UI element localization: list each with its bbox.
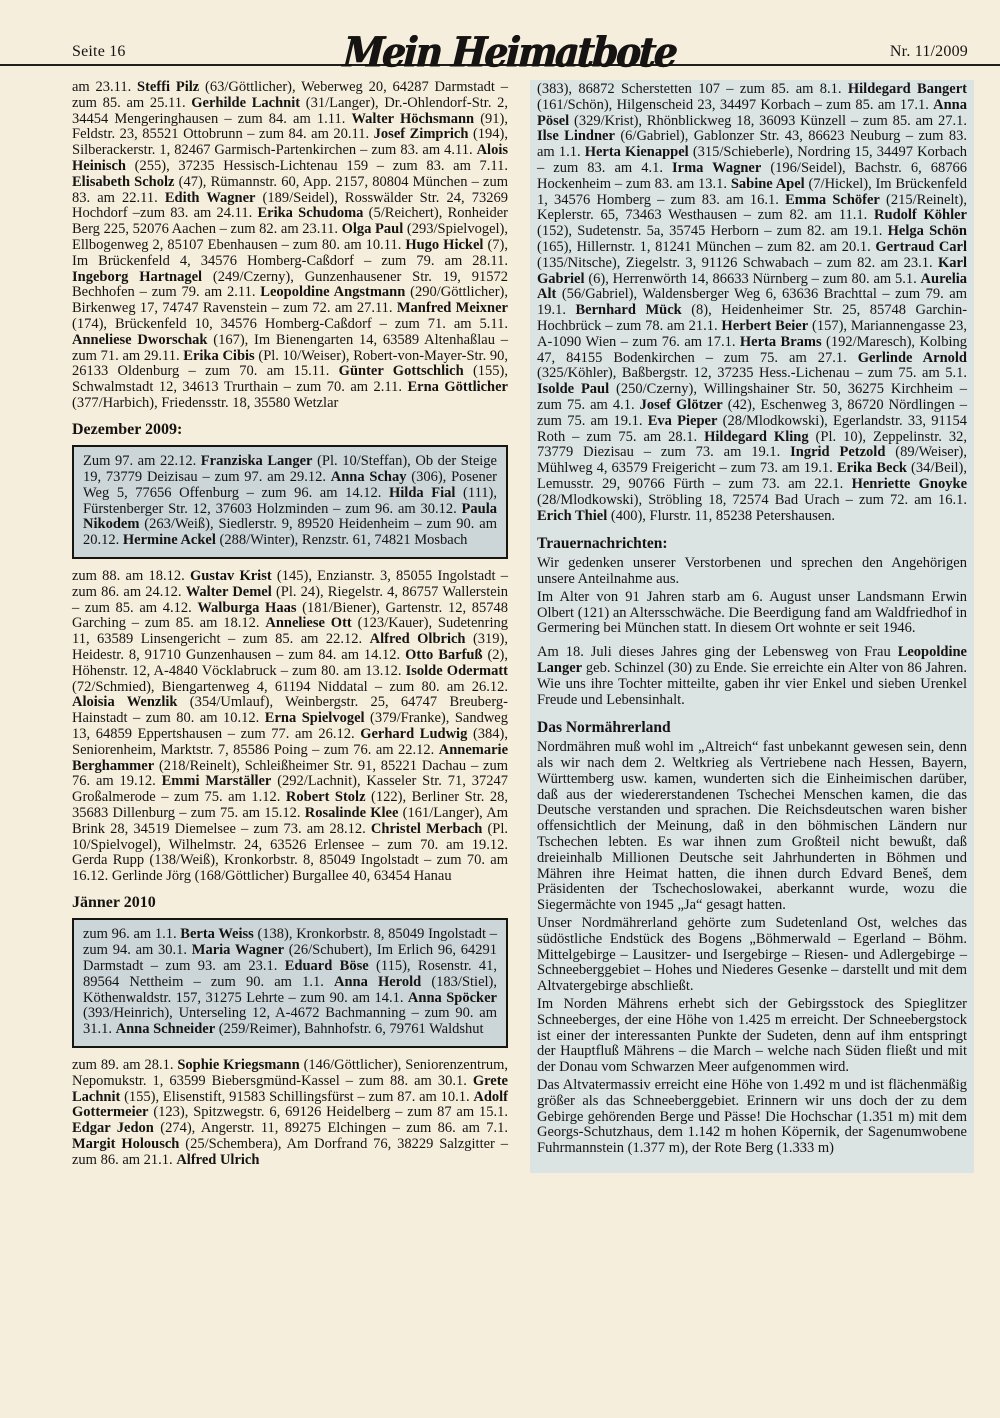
trauer-paragraph-2: Im Alter von 91 Jahren starb am 6. August unser Landsmann Erwin Olbert (121) an Altersschwäche. Die Beerdigung fand am Waldfriedhof in Germering bei München statt. In diesem Ort wohnte er seit 1946. <box>537 588 967 637</box>
right-column <box>530 80 974 1173</box>
november-birthday-list: am 23.11. Steffi Pilz (63/Göttlicher), Weberweg 20, 64287 Darmstadt – zum 85. am 25.11. Gerhilde Lachnit (31/Langer), Dr.-Ohlendorf-Str. 2, 34454 Mengeringhausen – zum 84. am 1.11. Walter Höchsmann (91), Feldstr. 23, 85521 Ottobrunn – zum 84. am 20.11. Josef Zimprich (194), Silberackerstr. 1, 82467 Garmisch-Partenkirchen – zum 83. am 4.11. Alois Heinisch (255), 37235 Hessisch-Lichtenau 159 – zum 83. am 7.11. Elisabeth Scholz (47), Rümannstr. 60, App. 2157, 80804 München – zum 83. am 22.11. Edith Wagner (189/Seidel), Rosswälder Str. 24, 73269 Hochdorf –zum 83. am 24.11. Erika Schudoma (5/Reichert), Ronheider Berg 225, 52076 Aachen – zum 82. am 23.11. Olga Paul (293/Spielvogel), Ellbogenweg 2, 85107 Ebenhausen – zum 80. am 10.11. Hugo Hickel (7), Im Brückenfeld 4, 34576 Homberg-Caßdorf – zum 79. am 28.11. Ingeborg Hartnagel (249/Czerny), Gunzenhausener Str. 19, 91572 Bechhofen – zum 79. am 2.11. Leopoldine Angstmann (290/Göttlicher), Birkenweg 17, 74747 Ravenstein – zum 72. am 27.11. Manfred Meixner (174), Brückenfeld 10, 34576 Homberg-Caßdorf – zum 71. am 5.11. Anneliese Dworschak (167), Im Bienengarten 14, 63589 Altenhaßlau – zum 71. am 29.11. Erika Cibis (Pl. 10/Weiser), Robert-von-Mayer-Str. 90, 26133 Oldenburg – zum 70. am 15.11. Günter Gottschlich (155), Schwalmstadt 12, 34613 Trurthain – zum 70. am 2.11. Erna Göttlicher (377/Harbich), Friedensstr. 18, 35580 Wetzlar <box>72 79 509 411</box>
issue-number: Nr. 11/2009 <box>889 43 968 60</box>
masthead-title: Mein Heimatbote <box>341 27 677 77</box>
page-content <box>0 66 1000 1173</box>
jaenner-birthday-list-continued: (383), 86872 Scherstetten 107 – zum 85. am 8.1. Hildegard Bangert (161/Schön), Hilgenscheid 23, 34497 Korbach – zum 85. am 17.1. Anna Pösel (329/Krist), Rhönblickweg 18, 36093 Künzell – zum 85. am 27.1. Ilse Lindner (6/Gabriel), Gablonzer Str. 43, 86623 Neuburg – zum 83. am 1.1. Herta Kienappel (315/Schieberle), Nordring 15, 34497 Korbach – zum 83. am 4.1. Irma Wagner (196/Seidel), Bachstr. 6, 68766 Hockenheim – zum 83. am 13.1. Sabine Apel (7/Hickel), Im Brückenfeld 1, 34576 Homberg – zum 83. am 16.1. Emma Schöfer (215/Reinelt), Keplerstr. 65, 73463 Westhausen – zum 82. am 11.1. Rudolf Köhler (152), Sudetenstr. 5a, 35745 Herborn – zum 82. am 19.1. Helga Schön (165), Hillernstr. 1, 81241 München – zum 82. am 20.1. Gertraud Carl (135/Nitsche), Ziegelstr. 3, 91126 Schwabach – zum 82. am 23.1. Karl Gabriel (6), Herrenwörth 14, 86633 Nürnberg – zum 80. am 5.1. Aurelia Alt (56/Gabriel), Waldensberger Weg 6, 63636 Brachttal – zum 79. am 19.1. Bernhard Mück (8), Heidenheimer Str. 25, 85748 Garchin-Hochbrück – zum 78. am 21.1. Herbert Beier (157), Mariannengasse 23, A-1090 Wien – zum 76. am 17.1. Herta Brams (192/Maresch), Kolbing 47, 84155 Bodenkirchen – zum 75. am 27.1. Gerlinde Arnold (325/Köhler), Baßbergstr. 12, 37235 Hess.-Lichenau – zum 75. am 5.1. Isolde Paul (250/Czerny), Willingshainer Str. 50, 36275 Kirchheim – zum 75. am 4.1. Josef Glötzer (42), Eschenweg 3, 86720 Nördlingen – zum 75. am 19.1. Eva Pieper (28/Mlodkowski), Egerlandstr. 33, 91154 Roth – zum 75. am 28.1. Hildegard Kling (Pl. 10), Zeppelinstr. 32, 73779 Diezisau – zum 73. am 19.1. Ingrid Petzold (89/Weiser), Mühlweg 4, 63579 Freigericht – zum 73. am 19.1. Erika Beck (34/Beil), Lemusstr. 29, 90766 Fürth – zum 73. am 22.1. Henriette Gnoyke (28/Mlodkowski), Ströbling 18, 72574 Bad Urach – zum 72. am 16.1. Erich Thiel (400), Flurstr. 11, 85238 Petershausen. <box>537 81 968 524</box>
jaenner-box-text: zum 96. am 1.1. Berta Weiss (138), Kronkorbstr. 8, 85049 Ingolstadt – zum 94. am 30.1. Maria Wagner (26/Schubert), Im Erlich 96, 64291 Darmstadt – zum 93. am 23.1. Eduard Böse (115), Rosenstr. 41, 89564 Nettheim – zum 90. am 1.1. Anna Herold (183/Stiel), Köthenwaldstr. 157, 31275 Lehrte – zum 90. am 14.1. Anna Spöcker (393/Heinrich), Unterseling 12, A-4672 Bachmanning – zum 90. am 31.1. Anna Schneider (259/Reimer), Bahnhofstr. 6, 79761 Waldshut <box>83 926 498 1038</box>
trauer-paragraph-3: Am 18. Juli dieses Jahres ging der Lebensweg von Frau Leopoldine Langer geb. Schinzel (30) zu Ende. Sie erreichte ein Alter von 86 Jahren. Wie uns ihre Tochter mitteilte, gaben ihr vier Enkel und sieben Urenkel Freude und Lebensinhalt. <box>537 644 967 708</box>
page-number: Seite 16 <box>72 43 126 60</box>
normaehrerland-paragraph-1: Nordmähren muß wohl im „Altreich“ fast unbekannt gewesen sein, denn als wir nach dem 2. Weltkrieg als Vertriebene nach Hessen, Bayern, Württemberg usw. kamen, wunderten sich die Einheimischen darüber, daß aus der wiedererstandenen Tschechei Menschen kamen, die das Deutsche verstanden und sprachen. Die Reichsdeutschen waren bisher offensichtlich der Meinung, daß in den böhmischen Ländern nur Tschechen lebten. Es war ihnen zum Großteil nicht bewußt, daß dreieinhalb Millionen Deutsche seit Jahrhunderten in Böhmen und Mähren ihre Heimat hatten, die ihnen durch Edvard Beneš, dem Präsidenten der Tschechoslowakei, aberkannt wurde, wozu die Siegermächte von 1945 „Ja“ gesagt hatten. <box>537 739 967 914</box>
dezember-box-text: Zum 97. am 22.12. Franziska Langer (Pl. 10/Steffan), Ob der Steige 19, 73779 Deizisau – zum 97. am 29.12. Anna Schay (306), Posener Weg 5, 77656 Offenburg – zum 96. am 14.12. Hilda Fial (111), Fürstenberger Str. 12, 37603 Holzminden – zum 96. am 30.12. Paula Nikodem (263/Weiß), Siedlerstr. 9, 89520 Heidenheim – zum 90. am 20.12. Hermine Ackel (288/Winter), Renzstr. 61, 74821 Mosbach <box>83 453 497 549</box>
jaenner-highlight-box <box>72 918 508 1048</box>
left-column <box>72 80 508 1170</box>
dezember-birthday-list: zum 88. am 18.12. Gustav Krist (145), Enzianstr. 3, 85055 Ingolstadt – zum 86. am 24.12. Walter Demel (Pl. 24), Riegelstr. 4, 86757 Wallerstein – zum 85. am 4.12. Walburga Haas (181/Biener), Gartenstr. 12, 85748 Garching – zum 85. am 18.12. Anneliese Ott (123/Kauer), Sudetenring 11, 63589 Linsengericht – zum 85. am 22.12. Alfred Olbrich (319), Heidestr. 8, 91710 Gunzenhausen – zum 84. am 14.12. Otto Barfuß (2), Höhenstr. 12, A-4840 Vöcklabruck – zum 80. am 13.12. Isolde Odermatt (72/Schmied), Biengartenweg 4, 61194 Niddatal – zum 80. am 26.12. Aloisia Wenzlik (354/Umlauf), Weinbergstr. 25, 64747 Breuberg-Hainstadt – zum 80. am 10.12. Erna Spielvogel (379/Franke), Sandweg 13, 64859 Eppertshausen – zum 77. am 26.12. Gerhard Ludwig (384), Seniorenheim, Marktstr. 7, 85586 Poing – zum 76. am 22.12. Annemarie Berghammer (218/Reinelt), Schleißheimer Str. 91, 85221 Dachau – zum 76. am 19.12. Emmi Marställer (292/Lachnit), Kasseler Str. 71, 37247 Großalmerode – zum 75. am 1.12. Robert Stolz (122), Berliner Str. 28, 35683 Dillenburg – zum 75. am 15.12. Rosalinde Klee (161/Langer), Am Brink 28, 34519 Diemelsee – zum 73. am 28.12. Christel Merbach (Pl. 10/Spielvogel), Wilhelmstr. 24, 63526 Erlensee – zum 70. am 19.12. Gerda Rupp (138/Weiß), Kronkorbstr. 8, 85049 Ingolstadt – zum 70. am 16.12. Gerlinde Jörg (168/Göttlicher) Burgallee 40, 63454 Hanau <box>72 567 509 885</box>
dezember-heading: Dezember 2009: <box>72 420 183 438</box>
jaenner-heading: Jänner 2010 <box>72 893 156 911</box>
trauernachrichten-heading: Trauernachrichten: <box>537 535 668 553</box>
normaehrerland-heading: Das Normährerland <box>537 719 671 737</box>
trauer-paragraph-1: Wir gedenken unserer Verstorbenen und sprechen den Angehörigen unsere Anteilnahme aus. <box>537 555 967 587</box>
normaehrerland-paragraph-3: Im Norden Mährens erhebt sich der Gebirgsstock des Spieglitzer Schneeberges, der eine Höhe von 1.425 m erreicht. Der Schneebergstock ist einer der interessanten Punkte der Sudeten, denn auf ihm entspringt der Hauptfluß Mährens – die March – welche nach Süden fließt und mit der Donau vom Schwarzen Meer aufgenommen wird. <box>537 996 967 1076</box>
jaenner-birthday-list: zum 89. am 28.1. Sophie Kriegsmann (146/Göttlicher), Seniorenzentrum, Nepomukstr. 1, 63599 Biebersgmünd-Kassel – zum 88. am 30.1. Grete Lachnit (155), Elisenstift, 91583 Schillingsfürst – zum 87. am 10.1. Adolf Gottermeier (123), Spitzwegstr. 6, 69126 Heidelberg – zum 87 am 15.1. Edgar Jedon (274), Angerstr. 11, 89275 Elchingen – zum 86. am 7.1. Margit Holousch (25/Schembera), Am Dorfrand 76, 38229 Salzgitter – zum 86. am 21.1. Alfred Ulrich <box>72 1056 508 1168</box>
normaehrerland-paragraph-2: Unser Nordmährerland gehörte zum Sudetenland Ost, welches das südöstliche Endstück des Bogens „Böhmerwald – Egerland – Böhm. Mittelgebirge – Lausitzer- und Isergebirge – Riesen- und Adlergebirge – Schneeberggebiet – Hohes und Niederes Gesenke – darstellt und mit dem Altvatergebirge abschließt. <box>537 915 967 995</box>
page-header <box>0 0 1000 77</box>
dezember-highlight-box <box>72 445 508 559</box>
normaehrerland-paragraph-4: Das Altvatermassiv erreicht eine Höhe von 1.492 m und ist flächenmäßig größer als das Schneeberggebiet. Erinnern wir uns doch der zu dem Gebirge gehörenden Berge und Pässe! Die Hochschar (1.351 m) mit dem Georgs-Schutzhaus, dem 1.142 m hohen Köpernik, der Sagenumwobene Fuhrmannstein (1.377 m), der Rote Berg (1.333 m) <box>537 1077 967 1157</box>
